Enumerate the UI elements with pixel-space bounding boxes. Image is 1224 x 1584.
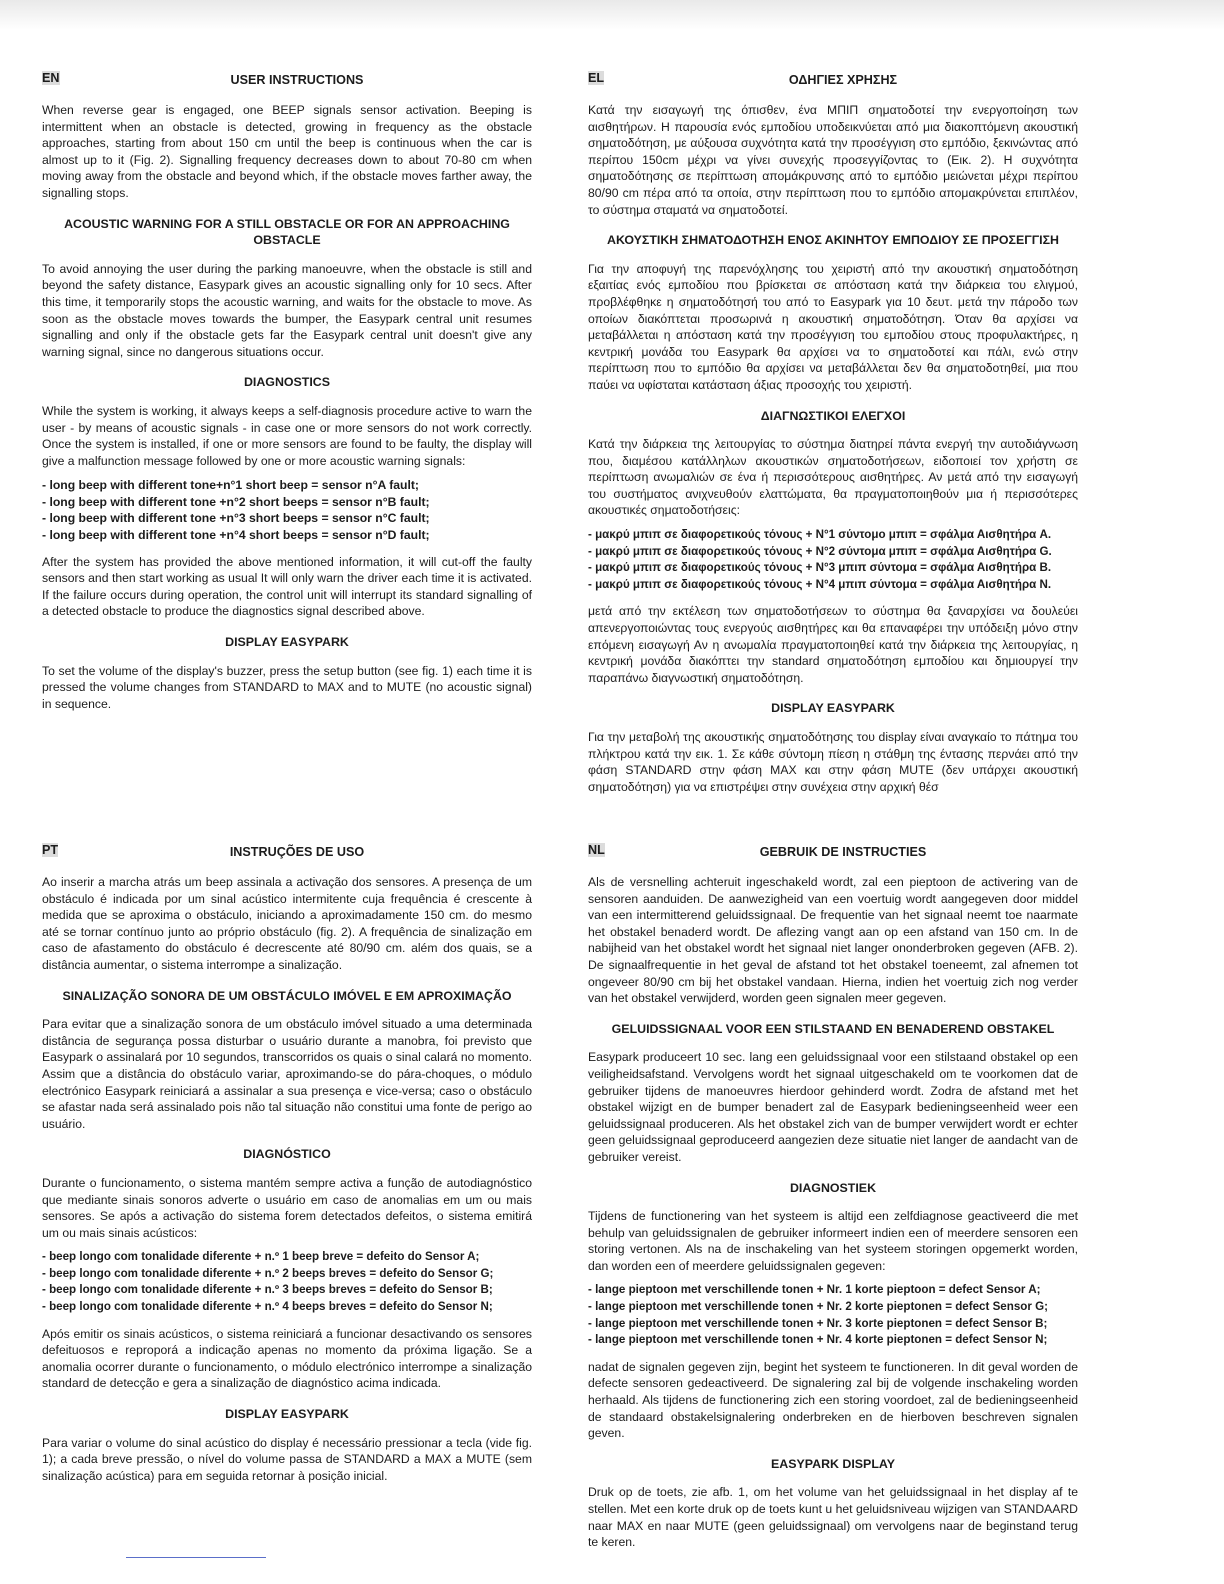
- fault-code-list: [588, 1282, 1078, 1348]
- fault-code-item: - beep longo com tonalidade diferente + n.º 1 beep breve = defeito do Sensor A;: [42, 1250, 480, 1264]
- fault-code-item: - beep longo com tonalidade diferente + n.º 3 beeps breves = defeito do Sensor B;: [42, 1283, 493, 1297]
- footer-rule: [126, 1557, 266, 1558]
- after-paragraph: μετά από την εκτέλεση των σηματοδοτήσεων το σύστημα θα ξαναρχίσει να δουλεύει απενεργοποιώντας τους ενεργούς αισθητήρες και θα επαναφέρει την υπόδειξη μόνο στην επόμενη εισαγωγή Αν η ανωμαλία πραγματοποιηθεί κατά την διάρκεια της λειτουργίας, η κεντρική μονάδα διακόπτει την standard σηματοδότηση εμποδίου και δημιουργεί την παραπάνω διαγνωστική σηματοδότηση.: [588, 604, 1078, 685]
- fault-code-item: - long beep with different tone+n°1 short beep = sensor n°A fault;: [42, 478, 419, 493]
- after-paragraph: nadat de signalen gegeven zijn, begint het systeem te functioneren. In dit geval worden de defecte sensoren gedeactiveerd. De signalering zal bij de volgende inschakeling worden herhaald. Als tijdens de functionering zich een storing voordoet, zal de bedieningseenheid de standaard obstakelsignalering onderbreken en de hierboven beschreven signalen geven.: [588, 1359, 1078, 1441]
- display-heading: DISPLAY EASYPARK: [225, 1407, 349, 1422]
- intro-paragraph: Als de versnelling achteruit ingeschakeld wordt, zal een pieptoon de activering van de sensoren aanduiden. De aanwezigheid van een voertuig wordt aangegeven door middel van een intermitterend geluidssignaal. De frequentie van het signaal neemt toe naarmate het obstakel benaderd wordt. De aflezing vangt aan op een afstand van 150 cm. In de nabijheid van het obstakel wordt het signaal niet langer ononderbroken gegeven (AFB. 2). De signaalfrequentie in het geval de afstand tot het obstakel toeneemt, zal afnemen tot ongeveer 80/90 cm bij het obstakel vandaan. Hierna, indien het voertuig zich nog verder van het obstakel verwijderd, worden geen signalen meer gegeven.: [588, 875, 1078, 1006]
- after-paragraph: After the system has provided the above mentioned information, it will cut-off the faulty sensors and then start working as usual It will only warn the driver each time it is activated. If the failure occurs during operation, the control unit will interrupt its standard signalling of a detected obstacle to produce the diagnostics signal described above.: [42, 554, 532, 619]
- display-heading: EASYPARK DISPLAY: [771, 1456, 895, 1471]
- fault-code-item: - long beep with different tone +n°3 short beeps = sensor n°C fault;: [42, 511, 430, 526]
- section-title: ΟΔΗΓΙΕΣ ΧΡΗΣΗΣ: [788, 73, 898, 87]
- fault-code-item: - μακρύ μπιπ σε διαφορετικούς τόνους + N°1 σύντομο μπιπ = σφάλμα Αισθητήρα A.: [588, 528, 1052, 542]
- display-paragraph: To set the volume of the display's buzzer, press the setup button (see fig. 1) each time it is pressed the volume changes from STANDARD to MAX and to MUTE (no acoustic signal) in sequence.: [42, 663, 532, 711]
- section-title: GEBRUIK DE INSTRUCTIES: [759, 845, 927, 859]
- after-paragraph: Após emitir os sinais acústicos, o sistema reiniciará a funcionar desactivando os sensores defeituosos e reproporá a indicação apenas no momento da próxima ligação. Se a anomalia ocorrer durante o funcionamento, o módulo electrónico interrompe a sinalização standard de detecção e gera a sinalização de diagnóstico acima indicada.: [42, 1326, 532, 1391]
- section-header: [588, 70, 1078, 90]
- diagnostics-paragraph: Tijdens de functionering van het systeem is altijd een zelfdiagnose geactiveerd die met behulp van geluidssignalen de gebruiker informeert indien een of meerdere sensoren een storing vertonen. Als na de inschakeling van het systeem storingen opgemerkt worden, dan worden een of meerdere geluidssignalen gegeven:: [588, 1209, 1078, 1273]
- language-code: EN: [42, 71, 60, 85]
- acoustic-paragraph: Για την αποφυγή της παρενόχλησης του χειριστή από την ακουστική σηματοδότηση εξαιτίας ενός εμποδίου που βρίσκεται σε απόσταση κατά την διάρκεια του ελιγμού, προβλέφθηκε η σηματοδότησή του από το Easypark για 10 δευτ. μετά την πάροδο των οποίων διακόπτεται προσωρινά η ακουστική σηματοδότηση. Όταν θα αρχίσει να μεταβάλλεται η απόσταση κατά την προσέγγιση του εμποδίου στους προφυλακτήρες, η κεντρική μονάδα του Easypark θα αρχίσει να το σηματοδοτεί και πάλι, ενώ στην περίπτωση που το εμπόδιο θα αρχίσει να μεταβάλλεται δεν θα σηματοδοτηθεί, μια που παύει να υφίσταται κατάσταση άξιας προσοχής του χειριστή.: [588, 261, 1078, 392]
- fault-code-item: - lange pieptoon met verschillende tonen + Nr. 1 korte pieptoon = defect Sensor A;: [588, 1283, 1041, 1297]
- language-code: NL: [588, 843, 605, 857]
- acoustic-paragraph: To avoid annoying the user during the parking manoeuvre, when the obstacle is still and beyond the safety distance, Easypark gives an acoustic signalling only for 10 secs. After this time, it temporarily stops the acoustic warning, and waits for the obstacle to move. As soon as the obstacle moves towards the bumper, the Easypark central unit resumes signalling and only if the obstacle gets far the Easypark central unit doesn't give any warning signal, since no dangerous situations occur.: [42, 261, 532, 359]
- section-header: [42, 842, 532, 862]
- language-code: EL: [588, 71, 605, 85]
- diagnostics-heading: ΔΙΑΓΝΩΣΤΙΚΟΙ ΕΛΕΓΧΟΙ: [760, 408, 906, 423]
- section-el: [588, 70, 1078, 803]
- acoustic-heading: SINALIZAÇÃO SONORA DE UM OBSTÁCULO IMÓVEL E EM APROXIMAÇÃO: [62, 988, 512, 1003]
- section-title: INSTRUÇÕES DE USO: [229, 845, 365, 859]
- section-title: USER INSTRUCTIONS: [230, 73, 364, 87]
- display-paragraph: Για την μεταβολή της ακουστικής σηματοδότησης του display είναι αναγκαίο το πάτημα του πλήκτρου κατά την εικ. 1. Σε κάθε σύντομη πίεση η στάθμη της έντασης περνάει από την φάση STANDARD στην φάση MAX και στην φάση MUTE (δεν υπάρχει ακουστική σηματοδότηση) για να επιστρέψει στην συνέχεια στην αρχική θέσ: [588, 730, 1078, 794]
- acoustic-heading: GELUIDSSIGNAAL VOOR EEN STILSTAAND EN BENADEREND OBSTAKEL: [611, 1021, 1055, 1036]
- fault-code-item: - beep longo com tonalidade diferente + n.º 2 beeps breves = defeito do Sensor G;: [42, 1266, 494, 1280]
- intro-paragraph: Κατά την εισαγωγή της όπισθεν, ένα ΜΠΙΠ σηματοδοτεί την ενεργοποίηση των αισθητήρων. Η παρουσία ενός εμποδίου υποδεικνύεται από μια διακοπτόμενη ακουστική σηματοδότηση, με αύξουσα συχνότητα κατά την προσέγγιση στο εμπόδιο, ξεκινώντας από περίπου 150cm μέχρι να γίνει συνεχής προσεγγίζοντας το (Εικ. 2). Η συχνότητα σηματοδότησης σε περίπτωση απομάκρυνσης από το εμπόδιο μειώνεται μέχρι περίπου 80/90 cm πέρα από τα οποία, στην περίπτωση που το εμπόδιο απομακρύνεται επιπλέον, το σύστημα σταματά να σηματοδοτεί.: [588, 103, 1078, 217]
- section-pt: [42, 842, 532, 1492]
- display-paragraph: Para variar o volume do sinal acústico do display é necessário pressionar a tecla (vide fig. 1); a cada breve pressão, o nível do volume passa de STANDARD a MAX a MUTE (sem sinalização acústica) para em seguida retornar à posição inicial.: [42, 1435, 532, 1483]
- section-header: [588, 842, 1078, 862]
- page-top-shadow: [0, 0, 1224, 30]
- acoustic-heading: ΑΚΟΥΣΤΙΚΗ ΣΗΜΑΤΟΔΟΤΗΣΗ ΕΝΟΣ ΑΚΙΝΗΤΟΥ ΕΜΠΟΔΙΟΥ ΣΕ ΠΡΟΣΕΓΓΙΣΗ: [607, 233, 1059, 248]
- language-code: PT: [42, 843, 59, 857]
- fault-code-list: [42, 1249, 532, 1315]
- intro-paragraph: When reverse gear is engaged, one BEEP signals sensor activation. Beeping is intermittent when an obstacle is detected, growing in frequency as the obstacle approaches, starting from about 150 cm until the beep is continuous when the car is almost up to it (Fig. 2). Signalling frequency decreases down to about 70-80 cm when moving away from the obstacle and beyond which, if the obstacle moves farther away, the signalling stops.: [42, 103, 532, 200]
- section-en: [42, 70, 532, 720]
- section-header: [42, 70, 532, 90]
- fault-code-item: - lange pieptoon met verschillende tonen + Nr. 4 korte pieptonen = defect Sensor N;: [588, 1333, 1048, 1347]
- display-heading: DISPLAY EASYPARK: [225, 635, 349, 650]
- fault-code-item: - μακρύ μπιπ σε διαφορετικούς τόνους + N°4 μπιπ σύντομα = σφάλμα Αισθητήρα N.: [588, 577, 1052, 591]
- fault-code-item: - beep longo com tonalidade diferente + n.º 4 beeps breves = defeito do Sensor N;: [42, 1300, 493, 1314]
- fault-code-item: - μακρύ μπιπ σε διαφορετικούς τόνους + N°3 μπιπ σύντομα = σφάλμα Αισθητήρα B.: [588, 561, 1052, 575]
- section-nl: [588, 842, 1078, 1559]
- fault-code-list: [42, 477, 532, 543]
- diagnostics-heading: DIAGNOSTIEK: [789, 1180, 877, 1195]
- acoustic-paragraph: Para evitar que a sinalização sonora de um obstáculo imóvel situado a uma determinada distância de segurança possa disturbar o usuário durante a manobra, foi previsto que Easypark o assinalará por 10 segundos, transcorridos os quais o sinal calará no momento. Assim que a distância do obstáculo variar, aproximando-se do pára-choques, o módulo electrónico Easypark reiniciará a assinalar a sua presença e vice-versa; caso o obstáculo se afastar nada será assinalado pois não tal situação não constitui uma fonte de perigo ao usuário.: [42, 1017, 532, 1131]
- fault-code-item: - lange pieptoon met verschillende tonen + Nr. 2 korte pieptonen = defect Sensor G;: [588, 1300, 1048, 1314]
- fault-code-item: - long beep with different tone +n°4 short beeps = sensor n°D fault;: [42, 528, 430, 543]
- diagnostics-paragraph: While the system is working, it always keeps a self-diagnosis procedure active to warn the user - by means of acoustic signals - in case one or more sensors do not work correctly. Once the system is installed, if one or more sensors are found to be faulty, the display will give a malfunction message followed by one or more acoustic warning signals:: [42, 403, 532, 468]
- display-heading: DISPLAY EASYPARK: [771, 701, 895, 716]
- fault-code-list: [588, 527, 1078, 593]
- intro-paragraph: Ao inserir a marcha atrás um beep assinala a activação dos sensores. A presença de um obstáculo é indicada por um sinal acústico intermitente cuja frequência é crescente à medida que se aproxima o obstáculo, iniciando a aproximadamente 150 cm. do mesmo até se tornar contínuo junto ao próprio obstáculo (fig. 2). A frequência de sinalização em caso de afastamento do obstáculo é decrescente até 80/90 cm. além dos quais, se a distância aumentar, o sistema interrompe a sinalização.: [42, 875, 532, 972]
- display-paragraph: Druk op de toets, zie afb. 1, om het volume van het geluidssignaal in het display af te stellen. Met een korte druk op de toets kunt u het geluidsniveau wijzigen van STANDAARD naar MAX en naar MUTE (geen geluidssignaal) om vervolgens naar de beginstand terug te keren.: [588, 1485, 1078, 1550]
- diagnostics-paragraph: Κατά την διάρκεια της λειτουργίας το σύστημα διατηρεί πάντα ενεργή την αυτοδιάγνωση που, διαμέσου κατάλληλων ακουστικών σηματοδοτήσεων, ειδοποιεί τον χρήστη σε περίπτωση ανωμαλιών σε ένα ή περισσότερους αισθητήρες. Αν μετά από την εισαγωγή του συστήματος ανιχνευθούν ελαττώματα, θα πραγματοποιηθούν μια ή περισσότερες ακουστικές σηματοδοτήσεις:: [588, 437, 1078, 518]
- fault-code-item: - lange pieptoon met verschillende tonen + Nr. 3 korte pieptonen = defect Sensor B;: [588, 1316, 1048, 1330]
- diagnostics-paragraph: Durante o funcionamento, o sistema mantém sempre activa a função de autodiagnóstico que mediante sinais sonoros adverte o usuário em caso de anomalias em um ou mais sensores. Se após a activação do sistema forem detectados defeitos, o sistema emitirá um ou mais sinais acústicos:: [42, 1175, 532, 1240]
- diagnostics-heading: DIAGNÓSTICO: [243, 1147, 331, 1162]
- acoustic-heading: ACOUSTIC WARNING FOR A STILL OBSTACLE OR FOR AN APPROACHING OBSTACLE: [64, 216, 510, 248]
- diagnostics-heading: DIAGNOSTICS: [243, 375, 331, 390]
- fault-code-item: - long beep with different tone +n°2 short beeps = sensor n°B fault;: [42, 494, 430, 509]
- fault-code-item: - μακρύ μπιπ σε διαφορετικούς τόνους + N°2 σύντομα μπιπ = σφάλμα Αισθητήρα G.: [588, 544, 1052, 558]
- acoustic-paragraph: Easypark produceert 10 sec. lang een geluidssignaal voor een stilstaand obstakel op een veiligheidsafstand. Vervolgens wordt het signaal uitgeschakeld om te voorkomen dat de gebruiker tijdens de manoeuvres hierdoor gehinderd wordt. Zodra de afstand met het obstakel wijzigt en de bumper benadert zal de Easypark bedieningseenheid weer een geluidssignaal produceren. Als het obstakel zich van de bumper verwijdert wordt er echter geen geluidssignaal geproduceerd aangezien deze situatie niet langer de aandacht van de gebruiker vereist.: [588, 1050, 1078, 1164]
